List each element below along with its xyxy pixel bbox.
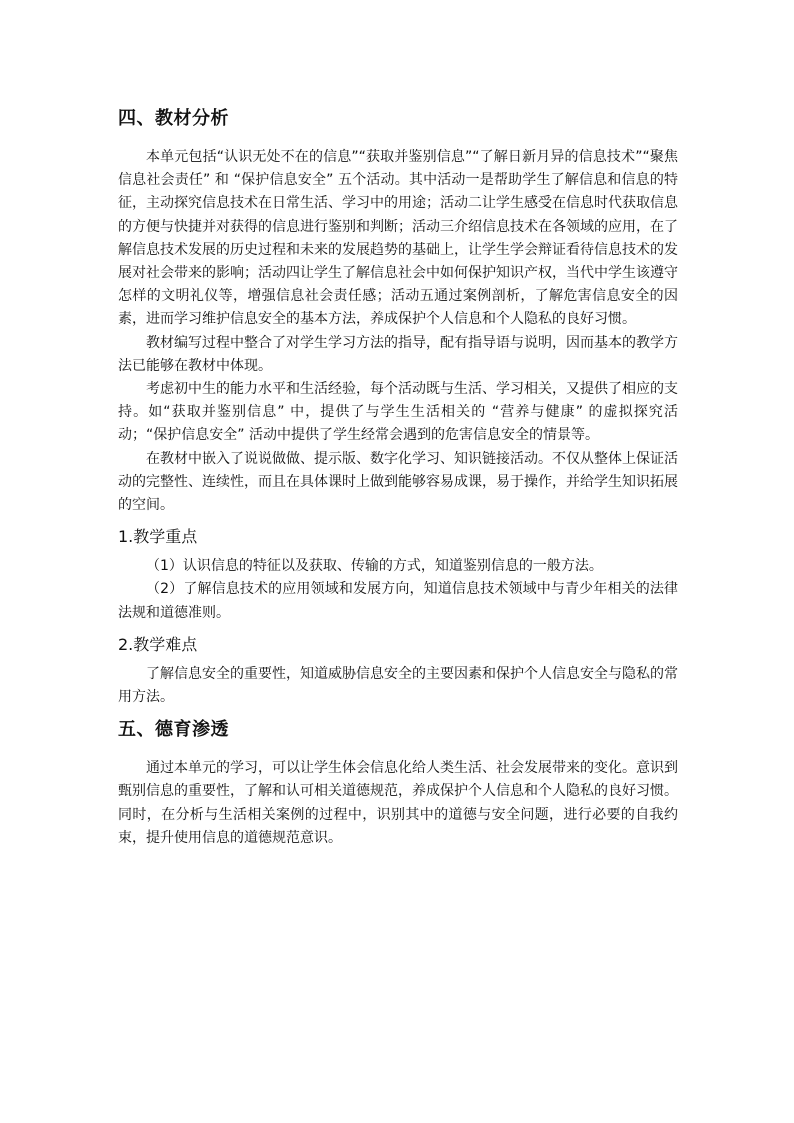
difficulty-point-text: 了解信息安全的重要性，知道威胁信息安全的主要因素和保护个人信息安全与隐私的常用方法。 bbox=[118, 665, 678, 706]
paragraph-moral-education: 通过本单元的学习，可以让学生体会信息化给人类生活、社会发展带来的变化。意识到甄别信息的重要性，了解和认可相关道德规范，养成保护个人信息和个人隐私的良好习惯。同时，在分析与生活相关案例的过程中，识别其中的道德与安全问题，进行必要的自我约束，提升使用信息的道德规范意识。 bbox=[118, 760, 678, 846]
section-heading-moral-education: 五、德育渗透 bbox=[118, 719, 229, 741]
paragraph-unit-overview: 本单元包括“认识无处不在的信息”“获取并鉴别信息”“了解日新月异的信息技术”“聚焦信息社会责任” 和 “保护信息安全” 五个活动。其中活动一是帮助学生了解信息和信息的特征，主动探究信息技术在日常生活、学习中的用途；活动二让学生感受在信息时代获取信息的方便与快捷并对获得的信息进行鉴别和判断；活动三介绍信息技术在各领域的应用，在了解信息技术发展的历史过程和未来的发展趋势的基础上，让学生学会辩证看待信息技术的发展对社会带来的影响；活动四让学生了解信息社会中如何保护知识产权，当代中学生该遵守怎样的文明礼仪等，增强信息社会责任感；活动五通过案例剖析，了解危害信息安全的因素，进而学习维护信息安全的基本方法，养成保护个人信息和个人隐私的良好习惯。 bbox=[118, 149, 678, 328]
paragraph-student-abilities: 考虑初中生的能力水平和生活经验，每个活动既与生活、学习相关，又提供了相应的支持。如“获取并鉴别信息” 中，提供了与学生生活相关的 “营养与健康” 的虚拟探究活动；“保护信息安全” 活动中提供了学生经常会遇到的危害信息安全的情景等。 bbox=[118, 381, 678, 444]
paragraph-embedded-activities: 在教材中嵌入了说说做做、提示版、数字化学习、知识链接活动。不仅从整体上保证活动的完整性、连续性，而且在具体课时上做到能够容易成课，易于操作，并给学生知识拓展的空间。 bbox=[118, 450, 678, 514]
key-point-item: （2）了解信息技术的应用领域和发展方向，知道信息技术领域中与青少年相关的法律法规和道德准则。 bbox=[118, 581, 678, 621]
paragraph-learning-methods: 教材编写过程中整合了对学生学习方法的指导，配有指导语与说明，因而基本的教学方法已能够在教材中体现。 bbox=[118, 334, 678, 374]
subheading-teaching-difficulties: 2.教学难点 bbox=[118, 634, 198, 654]
document-body bbox=[118, 104, 678, 850]
subheading-teaching-key-points: 1.教学重点 bbox=[118, 527, 198, 547]
section-heading-textbook-analysis: 四、教材分析 bbox=[118, 108, 229, 129]
key-point-item: （1）认识信息的特征以及获取、传输的方式，知道鉴别信息的一般方法。 bbox=[146, 558, 603, 575]
